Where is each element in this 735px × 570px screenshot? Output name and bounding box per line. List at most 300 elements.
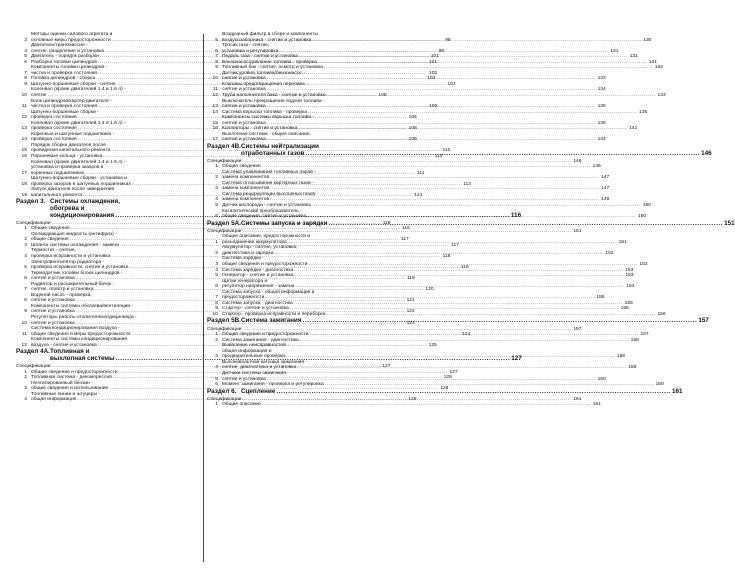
column-divider bbox=[203, 34, 204, 562]
page-number: 132 bbox=[654, 65, 663, 71]
entry-number: 4 bbox=[215, 197, 218, 203]
entry-title-line: Общие сведения и предосторожности ..... 127 bbox=[31, 370, 204, 376]
entry-title-line: Разборка головки цилиндров ..... 101 bbox=[31, 60, 204, 66]
page-number: 103 bbox=[427, 76, 436, 82]
entry-title-line: Методы оценки силового агрегата и bbox=[31, 32, 113, 37]
page-number: 116 bbox=[401, 226, 410, 232]
page-number: 108 bbox=[408, 126, 417, 132]
dot-leader bbox=[325, 382, 654, 388]
entry-title-line: предварительные проверки ..... 158 bbox=[222, 354, 395, 360]
entry-number: 4 bbox=[215, 267, 218, 273]
page-number: 127 bbox=[511, 354, 522, 362]
entry-title-line: воздуха - снятие и установка ..... 125 bbox=[31, 343, 204, 349]
entry-title-line: снятие и установка ..... 160 bbox=[222, 377, 395, 383]
entry-number: 4 bbox=[24, 48, 27, 54]
entry-title-line: снятие и установка ..... 122 bbox=[31, 309, 204, 315]
entry-title-line: установка и проверка зазоров в bbox=[31, 165, 104, 171]
page-number: 104 bbox=[447, 81, 456, 87]
entry-number: 7 bbox=[24, 70, 27, 76]
page-number: 153 bbox=[625, 273, 634, 279]
page-number: 116 bbox=[510, 211, 522, 219]
section-label: Раздел 4А. bbox=[16, 348, 50, 356]
entry-title-line: Общие сведения и предосторожности ..... 157 bbox=[222, 332, 395, 338]
entry-number: 8 bbox=[24, 76, 27, 82]
entry-title-line: Система отсасывания картерных газов - bbox=[222, 180, 314, 186]
entry-title-line: Регуляторы работы отопителя/кондиционера - bbox=[31, 314, 137, 320]
page-number: 127 bbox=[449, 369, 458, 375]
entry-title-line: установка и регулировка ..... 131 bbox=[222, 49, 395, 55]
page-number: 114 bbox=[414, 192, 423, 198]
page-number: 123 bbox=[406, 320, 415, 326]
entry-title-line: предосторожности ..... 155 bbox=[222, 295, 395, 301]
page-number: 157 bbox=[698, 317, 709, 325]
entry-title bbox=[222, 359, 637, 371]
entry-number: 9 bbox=[24, 309, 27, 315]
toc-entry bbox=[207, 359, 637, 371]
entry-number: 7 bbox=[215, 295, 218, 301]
entry-title-line: Охлаждающая жидкость (антифриз) - bbox=[31, 231, 117, 237]
entry-number: 3 bbox=[24, 37, 27, 43]
entry-title-line: Компоненты системы впрыска топлива - bbox=[222, 115, 314, 121]
entry-title-line: проверка исправности и установка ..... 118 bbox=[31, 254, 204, 260]
entry-title bbox=[222, 402, 601, 408]
page-number: 155 bbox=[596, 295, 605, 301]
entry-number: 12 bbox=[21, 342, 27, 348]
entry-title-line: Коленвал (кроме двигателей 1.4 и 1.6 л) - bbox=[31, 159, 126, 165]
entry-title-line: Бензонасос/давление топлива - проверка ..... 131 bbox=[222, 60, 395, 66]
entry-title-line: общие сведения и использование ..... 128 bbox=[31, 386, 204, 392]
entry-title-line: Общие сведения ..... 146 bbox=[222, 164, 395, 170]
page-number: 154 bbox=[626, 284, 635, 290]
entry-title-line: коренных подшипниках ..... 111 bbox=[31, 171, 204, 177]
page-number: 144 bbox=[597, 137, 606, 143]
entry-title-line: Система запуска - диагностика ..... 155 bbox=[222, 301, 395, 307]
page-number: 159 bbox=[628, 365, 637, 371]
entry-number: 3 bbox=[215, 262, 218, 268]
page-number: 102 bbox=[429, 70, 438, 76]
page-number: 149 bbox=[601, 197, 610, 203]
entry-title-line: Компоненты системы обогрева/вентиляции - bbox=[31, 303, 134, 309]
entry-title-line: снятие и установка ..... 121 bbox=[31, 298, 204, 304]
section-title bbox=[241, 389, 683, 396]
entry-title-line: общая информация и bbox=[222, 348, 272, 354]
entry-title-line: Аккумулятор - снятие, установка, bbox=[222, 245, 298, 251]
entry-title-line: Порядок сборки двигателя после bbox=[31, 142, 106, 148]
section-title bbox=[241, 318, 709, 325]
page-number: 151 bbox=[573, 228, 582, 234]
entry-number: 6 bbox=[215, 48, 218, 54]
page-number: 161 bbox=[672, 387, 683, 395]
page-number: 105 bbox=[378, 93, 387, 99]
page-number: 124 bbox=[462, 331, 471, 337]
entry-number: 2 bbox=[215, 337, 218, 343]
entry-number: 3 bbox=[215, 354, 218, 360]
entry-title-line: Система запуска - общая информация и bbox=[222, 289, 315, 295]
entry-title-line: Педаль газа - снятие и установка ..... 131 bbox=[222, 54, 395, 60]
entry-title-line: Поршневые кольца - установка ..... 110 bbox=[31, 154, 204, 160]
entry-number: 9 bbox=[215, 65, 218, 71]
section-title-line: Система зажигания ..... 157 bbox=[241, 318, 709, 325]
page-number: 146 bbox=[573, 158, 582, 164]
entry-title-line: разъединение аккумулятора ..... 151 bbox=[222, 240, 395, 246]
page-number: 153 bbox=[625, 267, 634, 273]
entry-title-line: Топливные линии и штуцеры - bbox=[31, 391, 101, 397]
entry-title-line: Система кондиционирования воздуха - bbox=[31, 326, 120, 332]
entry-title-line: Система впрыска топлива - проверка ..... 135 bbox=[222, 110, 395, 116]
entry-number: 1 bbox=[24, 369, 27, 375]
entry-number: 3 bbox=[24, 386, 27, 392]
entry-number: 6 bbox=[215, 382, 218, 388]
section-label: Раздел 6. bbox=[207, 387, 237, 395]
entry-title-line: Каталитический преобразователь - bbox=[222, 208, 302, 214]
page-number: 160 bbox=[597, 376, 606, 382]
entry-title-line: Коленвал (кроме двигателей 1.4 и 1.6 л) - bbox=[31, 87, 126, 93]
page-number: 136 bbox=[597, 120, 606, 126]
entry-title-line: Датчики системы зажигания - bbox=[222, 370, 289, 376]
page-number: 161 bbox=[592, 402, 601, 408]
page-number: 122 bbox=[406, 309, 415, 315]
entry-title-line: проверка состояния ..... 108 bbox=[31, 126, 204, 132]
entry-title-line: Выхлопная система - общее описание, bbox=[222, 131, 311, 137]
page-number: 125 bbox=[428, 342, 437, 348]
page-number: 113 bbox=[463, 181, 471, 187]
entry-title-line: Двигатель - порядок разборки ..... 101 bbox=[31, 54, 204, 60]
page-number: 141 bbox=[629, 126, 638, 132]
entry-number: 16 bbox=[212, 126, 218, 132]
entry-number: 10 bbox=[21, 93, 27, 99]
dot-leader bbox=[307, 211, 636, 220]
entry-title-line: Компоненты системы кондиционирования bbox=[31, 337, 127, 343]
entry-title-line: Стартер - снятие и установка ..... 155 bbox=[222, 306, 395, 312]
entry-title-line: Коленвал (кроме двигателей 1.4 и 1.6 л) - bbox=[31, 120, 126, 126]
entry-number: 4 bbox=[215, 365, 218, 371]
page-number: 131 bbox=[629, 54, 638, 60]
entry-number: 6 bbox=[24, 59, 27, 65]
entry-title-line: Радиатор и расширительный бачок - bbox=[31, 281, 115, 287]
section-title-line: выхлопная системы ..... 127 bbox=[50, 356, 522, 363]
page-number: 133 bbox=[597, 76, 606, 82]
entry-number: 3 bbox=[24, 242, 27, 248]
section-title-line: Системы охлаждения, bbox=[50, 198, 120, 206]
entry-title-line: замена компонентов ..... 147 bbox=[222, 175, 395, 181]
entry-number: 11 bbox=[21, 104, 27, 110]
entry-number: 5 bbox=[24, 265, 27, 271]
entry-title-line: Датчик кислорода - снятие и установка ..... 150 bbox=[222, 203, 395, 209]
page-number: 158 bbox=[630, 337, 639, 343]
page-number: 131 bbox=[610, 48, 619, 54]
entry-title-line: Запуск двигателя после завершения bbox=[31, 187, 115, 193]
page-number: 117 bbox=[451, 242, 459, 248]
entry-number: 10 bbox=[212, 311, 218, 317]
entry-title-line: общие сведения и меры предосторожности ..... 124 bbox=[31, 332, 204, 338]
entry-title-line: Высоковольтная катушка зажигания - bbox=[222, 359, 308, 365]
page-number: 110 bbox=[442, 148, 451, 154]
section-label: Раздел 4В. bbox=[207, 142, 241, 150]
entry-number: 14 bbox=[21, 137, 27, 143]
page-number: 156 bbox=[657, 311, 666, 317]
page-number: 120 bbox=[425, 287, 434, 293]
entry-number: 12 bbox=[21, 115, 27, 121]
entry-title-line: Момент зажигания - проверка и регулировка ..... 160 bbox=[222, 382, 395, 388]
entry-title-line: Спецификации ..... 127 bbox=[16, 364, 204, 370]
entry-number: 6 bbox=[24, 276, 27, 282]
entry-number: 2 bbox=[24, 375, 27, 381]
page-number: 111 bbox=[416, 170, 425, 176]
entry-number: 10 bbox=[21, 320, 27, 326]
section-title-line: обогрева и bbox=[50, 205, 85, 212]
entry-title-line: Шатунно-поршневые сборки - снятие ..... 104 bbox=[31, 82, 204, 88]
entry-title-line: Спецификации ..... 161 bbox=[207, 397, 395, 403]
page-number: 152 bbox=[639, 262, 648, 268]
page-number: 155 bbox=[620, 306, 629, 312]
entry-title-line: чистка и проверка состояния ..... 106 bbox=[31, 104, 204, 110]
entry-title-line: диагностика и зарядка ..... 152 bbox=[222, 251, 395, 257]
entry-number: 1 bbox=[215, 332, 218, 338]
page-number: 98 bbox=[445, 37, 451, 43]
page-number: 131 bbox=[648, 59, 657, 65]
page-number: 157 bbox=[640, 332, 649, 338]
entry-title-line: Спецификации ..... 157 bbox=[207, 327, 395, 333]
page-number: 119 bbox=[460, 265, 469, 271]
entry-title-line: общие сведения, снятие и установка ..... 150 bbox=[222, 214, 395, 220]
entry-title-line: снятие и установка ..... 123 bbox=[31, 321, 204, 327]
entry-title-line: Щетки генератора и bbox=[222, 278, 268, 284]
page-number: 150 bbox=[637, 214, 647, 220]
entry-number: 5 bbox=[215, 376, 218, 382]
entry-title-line: Термостат - снятие, bbox=[31, 248, 76, 254]
page-number: 101 bbox=[430, 54, 439, 60]
entry-title-line: общие сведения и предосторожности ..... 152 bbox=[222, 262, 395, 268]
entry-title-line: Электровентилятор радиатора - bbox=[31, 259, 105, 265]
page-number: 157 bbox=[573, 326, 582, 332]
entry-title-line: проверка зазоров в шатунных подшипниках ..... 113 bbox=[31, 182, 204, 188]
entry-title-line: чистка и проверка состояния ..... 102 bbox=[31, 71, 204, 77]
entry-title-line: замена компонентов ..... 149 bbox=[222, 197, 395, 203]
entry-title-line: Система зарядки - диагностика ..... 153 bbox=[222, 268, 395, 274]
toc-entry bbox=[207, 382, 664, 388]
page-number: 135 bbox=[597, 104, 606, 110]
entry-title-line: Головка цилиндров - сборка ..... 103 bbox=[31, 76, 204, 82]
section-heading bbox=[207, 219, 735, 228]
page-number: 116 bbox=[382, 220, 391, 226]
entry-number: 18 bbox=[21, 181, 27, 187]
page-number: 117 bbox=[400, 237, 409, 243]
entry-number: 1 bbox=[215, 239, 218, 245]
entry-number: 7 bbox=[24, 287, 27, 293]
entry-title-line: Компоненты головки цилиндров - bbox=[31, 65, 107, 71]
entry-number: 16 bbox=[21, 154, 27, 160]
entry-title-line: общая информация ..... 129 bbox=[31, 397, 204, 403]
entry-number: 19 bbox=[21, 192, 27, 198]
entry-title-line: снятие и установка ..... 135 bbox=[222, 104, 395, 110]
entry-title-line: Стартер - проверка исправности и переборка ..... 156 bbox=[222, 312, 395, 318]
entry-number: 1 bbox=[215, 402, 218, 408]
entry-number: 6 bbox=[215, 214, 218, 220]
entry-title-line: Труба наполнителя бака - снятие и установка ..... 134 bbox=[222, 93, 395, 99]
entry-title-line: снятие и установка ..... 133 bbox=[222, 76, 395, 82]
section-title bbox=[241, 221, 735, 228]
entry-title-line: Общие сведения ..... 116 bbox=[31, 226, 204, 232]
entry-title-line: воздухозаборника - снятие и установка ..... 130 bbox=[222, 38, 395, 44]
entry-number: 1 bbox=[24, 226, 27, 232]
section-title-line: Топливная и bbox=[50, 348, 90, 356]
page-number: 109 bbox=[408, 137, 417, 143]
entry-title-line: Клапаны предотвращения перелива - bbox=[222, 81, 308, 87]
section-title-line: Сцепление ..... 161 bbox=[241, 389, 683, 396]
entry-title-line: снятие и установка ..... 119 bbox=[31, 276, 204, 282]
page-number: 134 bbox=[657, 93, 666, 99]
page-number: 121 bbox=[406, 298, 415, 304]
section-title-line: Системы нейтрализации bbox=[241, 142, 319, 150]
entry-number: 13 bbox=[212, 104, 218, 110]
page-number: 146 bbox=[592, 164, 601, 170]
entry-title-line: Воздушный фильтр в сборе и компоненты bbox=[222, 32, 319, 37]
entry-title-line: регулятор напряжения - замена ..... 154 bbox=[222, 284, 395, 290]
entry-title-line: Выключатель прекращения подачи топлива - bbox=[222, 98, 325, 104]
entry-number: 10 bbox=[212, 76, 218, 82]
page-number: 152 bbox=[605, 250, 614, 256]
entry-title-line: общие сведения ..... 117 bbox=[31, 237, 204, 243]
entry-number: 9 bbox=[215, 306, 218, 312]
toc-entry bbox=[207, 402, 601, 408]
entry-number: 5 bbox=[215, 203, 218, 208]
entry-number: 7 bbox=[215, 54, 218, 60]
entry-title-line: Блок цилиндров/картер двигателя - bbox=[31, 98, 112, 104]
page-number: 161 bbox=[573, 396, 582, 402]
section-label: Раздел 5А. bbox=[207, 219, 241, 227]
section-title-line: кондиционирования ..... 116 bbox=[50, 213, 521, 220]
page-number: 106 bbox=[429, 104, 438, 110]
entry-title bbox=[222, 382, 664, 388]
page-number: 118 bbox=[442, 253, 451, 259]
entry-title-line: Спецификации ..... 146 bbox=[207, 159, 395, 165]
entry-title-line: Общее описание, предосторожности и bbox=[222, 234, 310, 240]
entry-title-line: Двигатель/трансмиссия - bbox=[31, 43, 88, 49]
entry-title-line: Система зарядки - bbox=[222, 256, 265, 262]
entry-number: 2 bbox=[24, 237, 27, 243]
page-number: 129 bbox=[408, 397, 417, 403]
page-number: 119 bbox=[406, 276, 415, 282]
entry-title-line: Термодатчик головки блока цилиндров - bbox=[31, 270, 123, 276]
section-title-line: Системы запуска и зарядки ..... 151 bbox=[241, 221, 735, 228]
entry-title-line: Спецификации ..... 151 bbox=[207, 229, 395, 235]
page-number: 160 bbox=[655, 382, 664, 388]
entry-number: 14 bbox=[212, 109, 218, 115]
page-number: 101 bbox=[428, 59, 438, 65]
page-number: 150 bbox=[642, 203, 651, 208]
page-number: 128 bbox=[443, 375, 452, 381]
section-label: Раздел 3. bbox=[16, 198, 46, 206]
page-number: 147 bbox=[601, 175, 610, 181]
entry-title-line: проведения капитального ремонта ..... 110 bbox=[31, 148, 204, 154]
page-number: 106 bbox=[408, 115, 417, 121]
entry-title-line: Неэтилированный бензин - bbox=[31, 380, 93, 386]
entry-title-line: проверка исправности, снятие и установка ..... 119 bbox=[31, 265, 204, 271]
entry-title-line: проверка состояния ..... 109 bbox=[31, 137, 204, 143]
page-number: 151 bbox=[724, 219, 735, 227]
page-number: 155 bbox=[624, 300, 633, 306]
entry-number: 5 bbox=[24, 54, 27, 60]
page-number: 135 bbox=[639, 109, 648, 115]
page-number: 130 bbox=[643, 37, 652, 43]
page-number: 158 bbox=[616, 354, 626, 360]
section-title-line: отработанных газов ..... 146 bbox=[241, 151, 712, 158]
entry-number: 11 bbox=[212, 87, 218, 93]
entry-title-line: Коллекторы - снятие и установка ..... 141 bbox=[222, 126, 395, 132]
entry-number: 8 bbox=[215, 59, 218, 65]
entry-title-line: капитального ремонта ..... 114 bbox=[31, 193, 204, 199]
entry-title-line: Коренные и шатунные подшипники - bbox=[31, 131, 115, 137]
entry-number: 17 bbox=[212, 137, 218, 143]
entry-number: 5 bbox=[215, 37, 218, 43]
dot-leader bbox=[328, 221, 723, 228]
section-title bbox=[241, 144, 712, 157]
entry-title-line: Шланги системы охлаждения - замена ..... 117 bbox=[31, 243, 204, 249]
entry-title-line: Тросик газа - снятие, bbox=[222, 43, 270, 49]
page-number: 110 bbox=[434, 154, 443, 160]
entry-number: 1 bbox=[215, 164, 218, 170]
entry-number: 8 bbox=[215, 300, 218, 306]
page-number: 146 bbox=[701, 149, 712, 157]
page-number: 128 bbox=[440, 386, 449, 392]
entry-title-line: Топливная система - декомпрессия ..... 128 bbox=[31, 375, 204, 381]
page-number: 151 bbox=[618, 239, 627, 245]
dot-leader bbox=[305, 151, 700, 158]
page-number: 127 bbox=[382, 363, 391, 369]
entry-number: 6 bbox=[215, 284, 218, 290]
entry-title-line: снятие и установка ..... 134 bbox=[222, 87, 395, 93]
entry-title-line: Шатунно-поршневые сборки - установка и bbox=[31, 176, 127, 182]
entry-title-line: проверка состояния ..... 106 bbox=[31, 115, 204, 121]
entry-number: 13 bbox=[21, 126, 27, 132]
entry-number: 9 bbox=[24, 81, 27, 87]
page-number: 98 bbox=[438, 48, 445, 54]
entry-title-line: снятие, осмотр и установка ..... 120 bbox=[31, 287, 204, 293]
entry-number: 17 bbox=[21, 170, 27, 176]
entry-number: 4 bbox=[24, 397, 27, 403]
entry-title-line: Общие описание ..... 161 bbox=[222, 402, 395, 408]
page-number: 147 bbox=[601, 186, 610, 192]
entry-number: 15 bbox=[21, 148, 27, 154]
entry-number: 3 bbox=[215, 186, 218, 192]
dot-leader bbox=[303, 318, 698, 325]
entry-title-line: Система зажигания - диагностика ..... 158 bbox=[222, 338, 395, 344]
entry-title-line: Спецификации ..... 116 bbox=[16, 221, 204, 227]
entry-number: 4 bbox=[24, 253, 27, 259]
entry-title-line: Система улавливания топливных паров - bbox=[222, 169, 316, 175]
entry-title-line: Генератор - снятие и установка ..... 153 bbox=[222, 273, 395, 279]
entry-number: 12 bbox=[212, 93, 218, 99]
entry-title-line: снятие, диагностика и установка ..... 159 bbox=[222, 365, 395, 371]
entry-title-line: снятие и установка ..... 144 bbox=[222, 137, 395, 143]
section-label: Раздел 5В. bbox=[207, 317, 241, 325]
entry-title-line: Топливный бак - снятие, осмотр и установка ..... 132 bbox=[222, 65, 395, 71]
entry-number: 8 bbox=[24, 298, 27, 304]
entry-title-line: основные меры предосторожности ..... 98 bbox=[31, 38, 204, 44]
entry-number: 5 bbox=[215, 273, 218, 279]
entry-title-line: Выявление неисправностей - bbox=[222, 343, 289, 349]
dot-leader bbox=[262, 402, 591, 408]
entry-title-line: Система рециркуляции выхлопных газов - bbox=[222, 191, 319, 197]
entry-number: 2 bbox=[215, 250, 218, 256]
entry-title-line: Водяной насос - проверка, bbox=[31, 292, 92, 298]
dot-leader bbox=[276, 389, 671, 396]
entry-title-line: снятие и установка ..... 136 bbox=[222, 121, 395, 127]
entry-title-line: Шатунно-поршневые сборки - bbox=[31, 109, 99, 115]
entry-title-line: снятие ..... 105 bbox=[31, 93, 204, 99]
page-number: 134 bbox=[597, 87, 606, 93]
entry-number: 2 bbox=[215, 175, 218, 181]
